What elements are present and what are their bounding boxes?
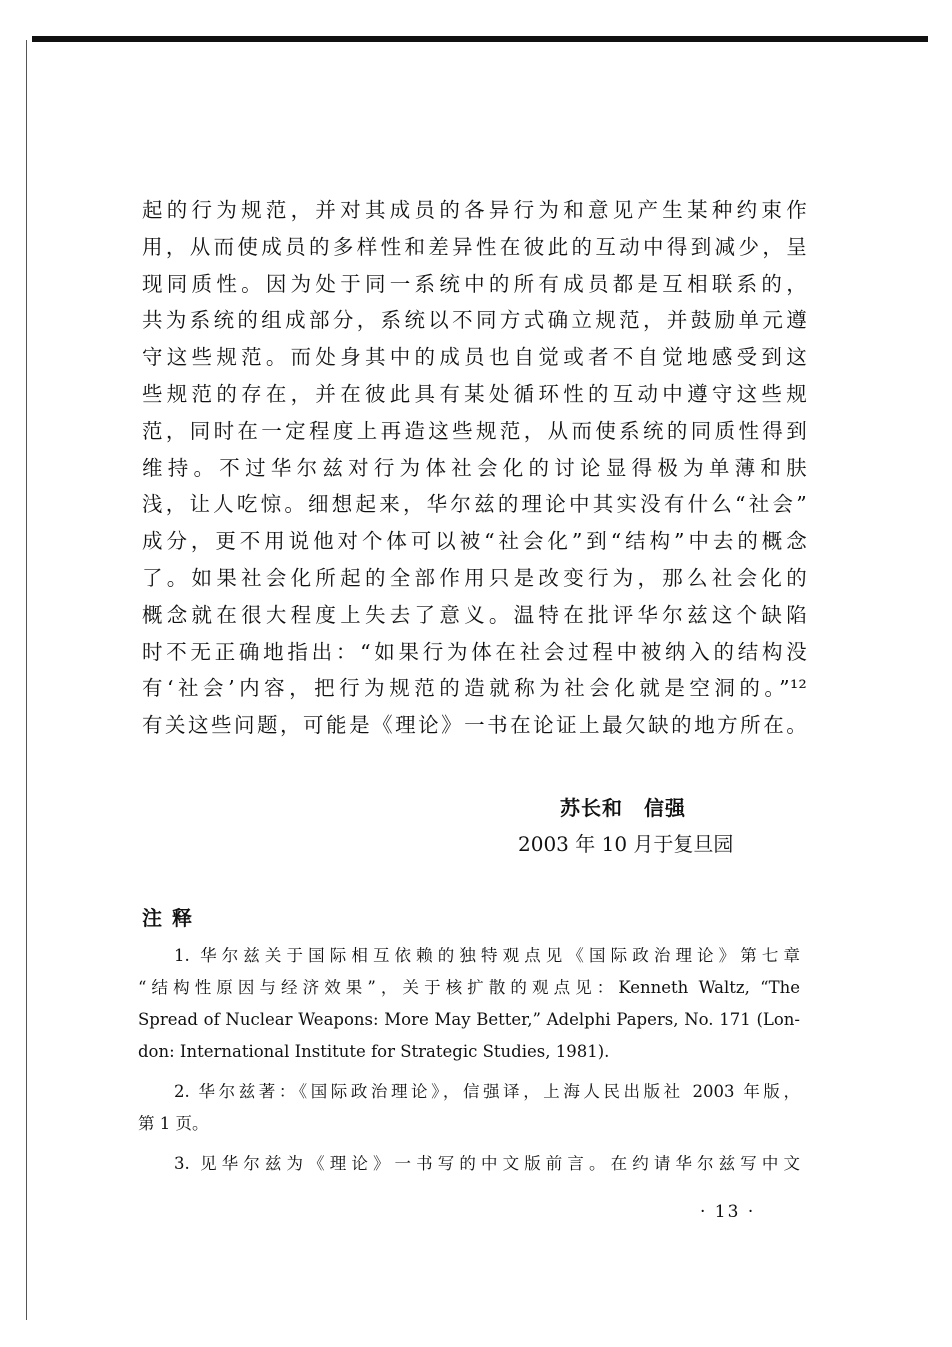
body-line: 有‘社会’内容，把行为规范的造就称为社会化就是空洞的。”¹² <box>142 676 807 701</box>
body-text <box>142 192 807 744</box>
notes-heading: 注释 <box>142 906 202 930</box>
body-line: 浅，让人吃惊。细想起来，华尔兹的理论中其实没有什么“社会” <box>142 492 807 517</box>
note-line: don: International Institute for Strategic Studies, 1981). <box>138 1042 610 1061</box>
note-line: 2. 华尔兹著：《国际政治理论》，信强译，上海人民出版社 2003 年版， <box>174 1082 800 1101</box>
body-line: 维持。不过华尔兹对行为体社会化的讨论显得极为单薄和肤 <box>142 455 807 480</box>
signature-date: 2003 年 10 月于复旦园 <box>518 832 734 856</box>
page-edge-line <box>26 40 27 1320</box>
body-line: 有关这些问题，可能是《理论》一书在论证上最欠缺的地方所在。 <box>142 713 807 738</box>
note-line: 3. 见华尔兹为《理论》一书写的中文版前言。在约请华尔兹写中文 <box>174 1154 800 1173</box>
note-line: Spread of Nuclear Weapons: More May Better,” Adelphi Papers, No. 171 (Lon- <box>138 1010 800 1029</box>
body-line: 些规范的存在，并在彼此具有某处循环性的互动中遵守这些规 <box>142 381 807 406</box>
signature <box>510 790 790 862</box>
notes <box>138 940 800 1180</box>
note-line: “结构性原因与经济效果”，关于核扩散的观点见：Kenneth Waltz, “The <box>138 978 800 997</box>
body-line: 现同质性。因为处于同一系统中的所有成员都是互相联系的， <box>142 271 807 296</box>
body-line: 用，从而使成员的多样性和差异性在彼此的互动中得到减少，呈 <box>142 234 807 259</box>
signature-authors: 苏长和 信强 <box>560 796 686 820</box>
body-line: 范，同时在一定程度上再造这些规范，从而使系统的同质性得到 <box>142 418 807 443</box>
body-line: 时不无正确地指出：“如果行为体在社会过程中被纳入的结构没 <box>142 639 807 664</box>
body-line: 起的行为规范，并对其成员的各异行为和意见产生某种约束作 <box>142 198 807 222</box>
note-line: 第 1 页。 <box>138 1114 209 1133</box>
note-line: 1. 华尔兹关于国际相互依赖的独特观点见《国际政治理论》第七章 <box>174 946 800 965</box>
body-line: 成分，更不用说他对个体可以被“社会化”到“结构”中去的概念 <box>142 529 807 554</box>
body-line: 共为系统的组成部分，系统以不同方式确立规范，并鼓励单元遵 <box>142 308 807 333</box>
top-rule <box>32 36 928 42</box>
page-number: · 13 · <box>700 1202 756 1222</box>
body-line: 了。如果社会化所起的全部作用只是改变行为，那么社会化的 <box>142 565 807 590</box>
body-line: 守这些规范。而处身其中的成员也自觉或者不自觉地感受到这 <box>142 345 807 370</box>
body-line: 概念就在很大程度上失去了意义。温特在批评华尔兹这个缺陷 <box>142 602 807 627</box>
